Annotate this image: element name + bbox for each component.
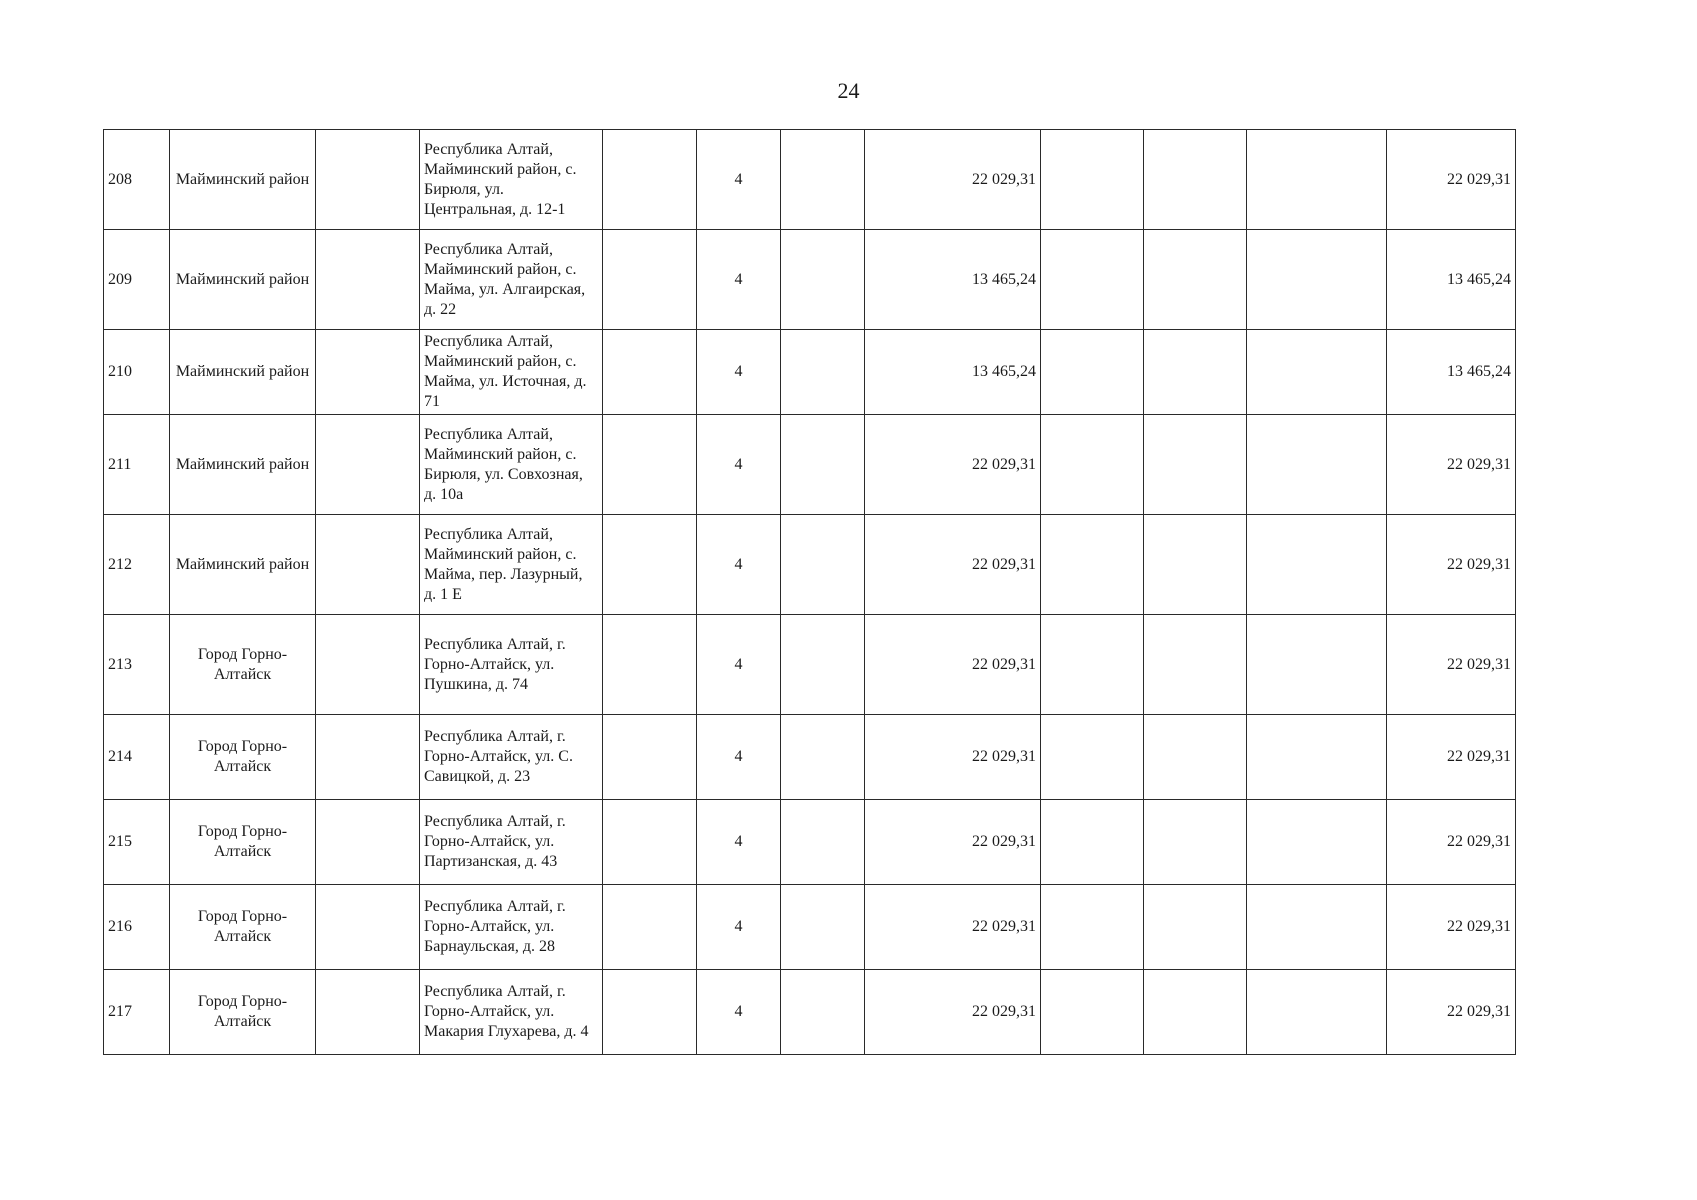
empty-cell xyxy=(1041,415,1144,515)
empty-cell xyxy=(1041,330,1144,415)
table-row xyxy=(104,885,1516,970)
empty-cell xyxy=(781,970,865,1055)
empty-cell xyxy=(316,970,420,1055)
empty-cell xyxy=(603,415,697,515)
amount-cell: 22 029,31 xyxy=(865,800,1041,885)
empty-cell xyxy=(603,885,697,970)
amount-cell: 22 029,31 xyxy=(865,615,1041,715)
empty-cell xyxy=(1247,415,1387,515)
district-cell: Город Горно-Алтайск xyxy=(170,970,316,1055)
empty-cell xyxy=(316,515,420,615)
empty-cell xyxy=(603,615,697,715)
address-cell: Республика Алтай, г. Горно-Алтайск, ул. Партизанская, д. 43 xyxy=(420,800,603,885)
empty-cell xyxy=(781,615,865,715)
total-cell: 22 029,31 xyxy=(1387,615,1516,715)
empty-cell xyxy=(1247,800,1387,885)
count-cell: 4 xyxy=(697,130,781,230)
row-number: 208 xyxy=(104,130,170,230)
table-row xyxy=(104,800,1516,885)
total-cell: 22 029,31 xyxy=(1387,130,1516,230)
address-cell: Республика Алтай, Майминский район, с. Бирюля, ул. Центральная, д. 12-1 xyxy=(420,130,603,230)
amount-cell: 22 029,31 xyxy=(865,715,1041,800)
row-number: 214 xyxy=(104,715,170,800)
district-cell: Город Горно-Алтайск xyxy=(170,800,316,885)
page-number: 24 xyxy=(837,78,860,103)
amount-cell: 22 029,31 xyxy=(865,415,1041,515)
row-number: 215 xyxy=(104,800,170,885)
empty-cell xyxy=(1247,515,1387,615)
district-cell: Майминский район xyxy=(170,230,316,330)
count-cell: 4 xyxy=(697,970,781,1055)
count-cell: 4 xyxy=(697,515,781,615)
table-row xyxy=(104,970,1516,1055)
empty-cell xyxy=(1144,330,1247,415)
empty-cell xyxy=(1041,615,1144,715)
district-cell: Город Горно-Алтайск xyxy=(170,885,316,970)
empty-cell xyxy=(603,330,697,415)
count-cell: 4 xyxy=(697,415,781,515)
table-row xyxy=(104,515,1516,615)
address-cell: Республика Алтай, Майминский район, с. Майма, ул. Алгаирская, д. 22 xyxy=(420,230,603,330)
empty-cell xyxy=(603,970,697,1055)
address-cell: Республика Алтай, г. Горно-Алтайск, ул. Макария Глухарева, д. 4 xyxy=(420,970,603,1055)
empty-cell xyxy=(1144,715,1247,800)
district-cell: Город Горно-Алтайск xyxy=(170,715,316,800)
empty-cell xyxy=(1247,230,1387,330)
empty-cell xyxy=(1144,130,1247,230)
empty-cell xyxy=(1247,330,1387,415)
empty-cell xyxy=(316,230,420,330)
empty-cell xyxy=(781,885,865,970)
table-row xyxy=(104,230,1516,330)
count-cell: 4 xyxy=(697,230,781,330)
empty-cell xyxy=(1247,130,1387,230)
row-number: 211 xyxy=(104,415,170,515)
row-number: 209 xyxy=(104,230,170,330)
total-cell: 22 029,31 xyxy=(1387,715,1516,800)
count-cell: 4 xyxy=(697,715,781,800)
table-row xyxy=(104,415,1516,515)
empty-cell xyxy=(1041,800,1144,885)
amount-cell: 13 465,24 xyxy=(865,230,1041,330)
total-cell: 13 465,24 xyxy=(1387,230,1516,330)
empty-cell xyxy=(1247,885,1387,970)
total-cell: 13 465,24 xyxy=(1387,330,1516,415)
empty-cell xyxy=(1247,970,1387,1055)
empty-cell xyxy=(603,230,697,330)
empty-cell xyxy=(781,415,865,515)
empty-cell xyxy=(1247,715,1387,800)
empty-cell xyxy=(1041,715,1144,800)
amount-cell: 22 029,31 xyxy=(865,885,1041,970)
total-cell: 22 029,31 xyxy=(1387,970,1516,1055)
empty-cell xyxy=(316,130,420,230)
address-cell: Республика Алтай, Майминский район, с. Майма, пер. Лазурный, д. 1 Е xyxy=(420,515,603,615)
empty-cell xyxy=(316,800,420,885)
address-cell: Республика Алтай, г. Горно-Алтайск, ул. С. Савицкой, д. 23 xyxy=(420,715,603,800)
empty-cell xyxy=(1144,230,1247,330)
count-cell: 4 xyxy=(697,800,781,885)
table-row xyxy=(104,330,1516,415)
empty-cell xyxy=(1144,515,1247,615)
address-cell: Республика Алтай, Майминский район, с. Бирюля, ул. Совхозная, д. 10а xyxy=(420,415,603,515)
count-cell: 4 xyxy=(697,330,781,415)
district-cell: Майминский район xyxy=(170,515,316,615)
empty-cell xyxy=(1144,885,1247,970)
total-cell: 22 029,31 xyxy=(1387,885,1516,970)
district-cell: Майминский район xyxy=(170,130,316,230)
address-cell: Республика Алтай, Майминский район, с. Майма, ул. Источная, д. 71 xyxy=(420,330,603,415)
total-cell: 22 029,31 xyxy=(1387,415,1516,515)
empty-cell xyxy=(1144,615,1247,715)
count-cell: 4 xyxy=(697,885,781,970)
amount-cell: 22 029,31 xyxy=(865,515,1041,615)
empty-cell xyxy=(603,130,697,230)
district-cell: Город Горно-Алтайск xyxy=(170,615,316,715)
empty-cell xyxy=(1041,970,1144,1055)
empty-cell xyxy=(316,415,420,515)
address-cell: Республика Алтай, г. Горно-Алтайск, ул. Барнаульская, д. 28 xyxy=(420,885,603,970)
table-row xyxy=(104,715,1516,800)
empty-cell xyxy=(603,800,697,885)
empty-cell xyxy=(316,715,420,800)
table-row xyxy=(104,615,1516,715)
total-cell: 22 029,31 xyxy=(1387,515,1516,615)
empty-cell xyxy=(1041,130,1144,230)
empty-cell xyxy=(316,330,420,415)
row-number: 210 xyxy=(104,330,170,415)
amount-cell: 22 029,31 xyxy=(865,970,1041,1055)
empty-cell xyxy=(781,715,865,800)
district-cell: Майминский район xyxy=(170,415,316,515)
empty-cell xyxy=(603,515,697,615)
empty-cell xyxy=(1144,415,1247,515)
count-cell: 4 xyxy=(697,615,781,715)
registry-table xyxy=(103,129,1516,1055)
empty-cell xyxy=(781,800,865,885)
empty-cell xyxy=(603,715,697,800)
row-number: 217 xyxy=(104,970,170,1055)
row-number: 216 xyxy=(104,885,170,970)
empty-cell xyxy=(781,230,865,330)
empty-cell xyxy=(316,885,420,970)
empty-cell xyxy=(1144,970,1247,1055)
row-number: 212 xyxy=(104,515,170,615)
empty-cell xyxy=(781,330,865,415)
empty-cell xyxy=(1041,515,1144,615)
total-cell: 22 029,31 xyxy=(1387,800,1516,885)
empty-cell xyxy=(1041,230,1144,330)
empty-cell xyxy=(1041,885,1144,970)
row-number: 213 xyxy=(104,615,170,715)
address-cell: Республика Алтай, г. Горно-Алтайск, ул. Пушкина, д. 74 xyxy=(420,615,603,715)
table-row xyxy=(104,130,1516,230)
empty-cell xyxy=(781,130,865,230)
amount-cell: 13 465,24 xyxy=(865,330,1041,415)
empty-cell xyxy=(781,515,865,615)
empty-cell xyxy=(1144,800,1247,885)
empty-cell xyxy=(316,615,420,715)
district-cell: Майминский район xyxy=(170,330,316,415)
empty-cell xyxy=(1247,615,1387,715)
amount-cell: 22 029,31 xyxy=(865,130,1041,230)
